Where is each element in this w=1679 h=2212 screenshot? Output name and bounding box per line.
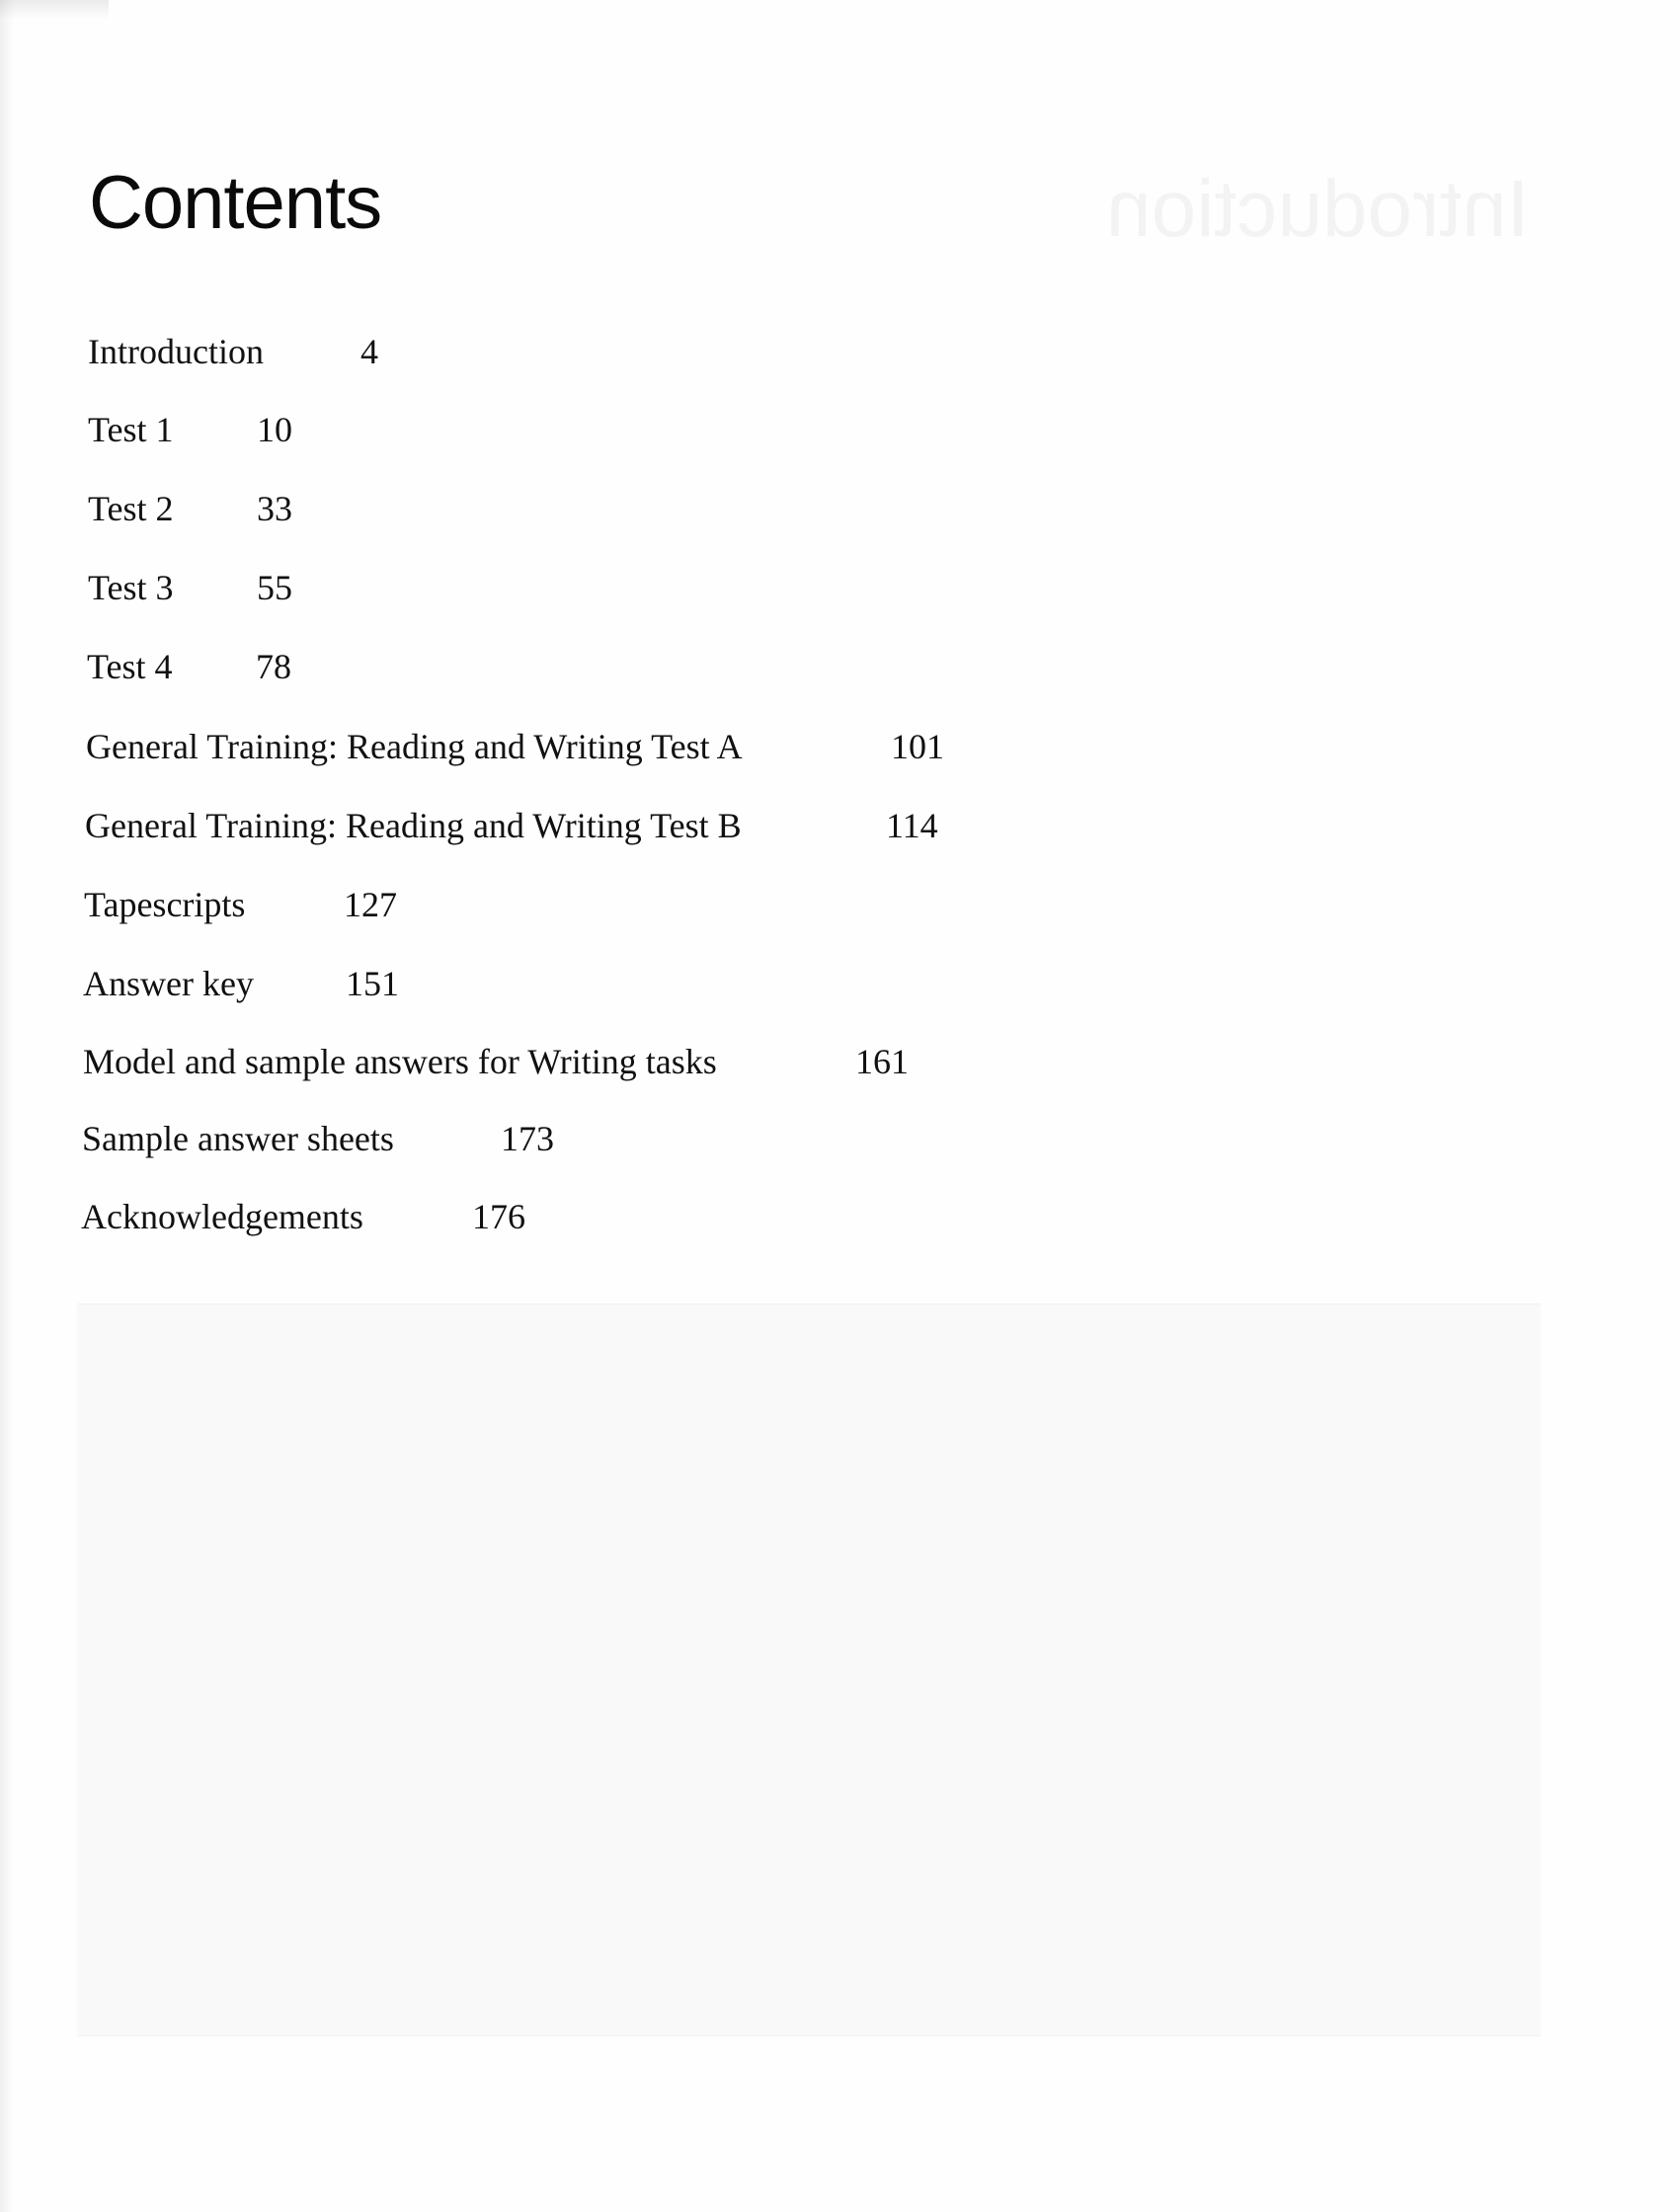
bleed-through-table-area: [77, 1304, 1541, 2036]
toc-entry-page-number: 173: [501, 1119, 554, 1158]
toc-entry-label: Acknowledgements: [81, 1197, 363, 1236]
toc-entry-page-number: 55: [257, 568, 292, 607]
toc-entry-label: Tapescripts: [84, 885, 246, 924]
toc-entry-page-number: 78: [256, 647, 291, 686]
scan-shadow-corner: [0, 0, 109, 20]
toc-entry-page-number: 161: [855, 1042, 909, 1081]
page-title: Contents: [89, 161, 382, 245]
toc-entry-page-number: 176: [472, 1197, 525, 1236]
toc-entry-label: General Training: Reading and Writing Test A: [86, 727, 743, 766]
toc-entry-label: Sample answer sheets: [82, 1119, 394, 1158]
toc-entry-label: Test 1: [88, 410, 174, 449]
toc-entry-page-number: 10: [257, 410, 292, 449]
toc-entry-page-number: 114: [886, 806, 938, 845]
toc-entry-page-number: 127: [344, 885, 397, 924]
toc-entry-label: Test 3: [88, 568, 174, 607]
bleed-through-heading: [1106, 163, 1530, 256]
toc-entry-page-number: 101: [891, 727, 944, 766]
toc-entry-label: Introduction: [88, 332, 264, 371]
toc-entry-page-number: 33: [257, 489, 292, 528]
toc-entry-label: Test 2: [88, 489, 174, 528]
toc-entry-page-number: 4: [360, 332, 378, 371]
toc-entry-label: Test 4: [87, 647, 173, 686]
toc-entry-label: Model and sample answers for Writing tasks: [83, 1042, 717, 1081]
toc-entry-label: General Training: Reading and Writing Test B: [85, 806, 742, 845]
toc-entry-page-number: 151: [346, 964, 399, 1003]
toc-entry-label: Answer key: [83, 964, 254, 1003]
scan-shadow-edge: [0, 0, 14, 2212]
